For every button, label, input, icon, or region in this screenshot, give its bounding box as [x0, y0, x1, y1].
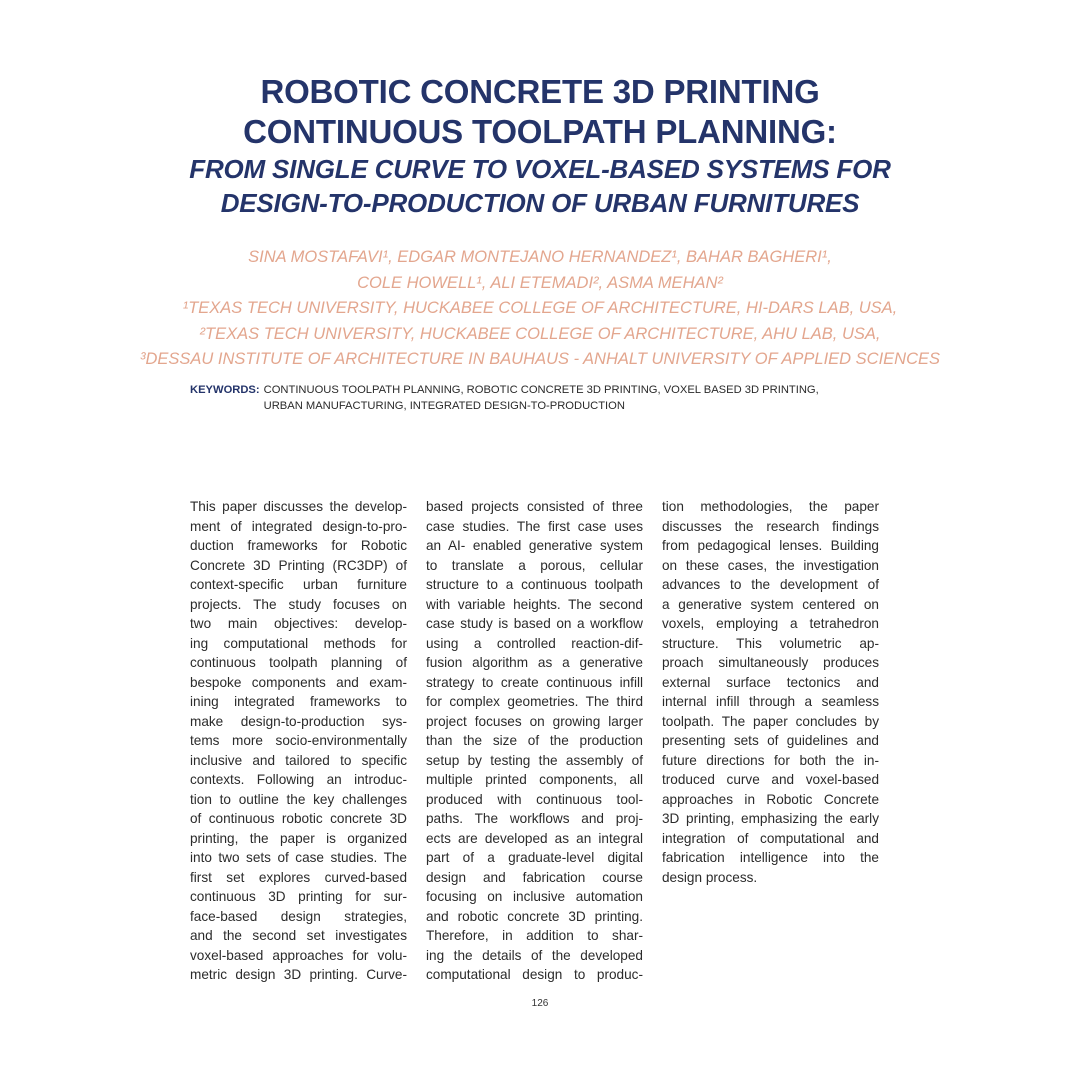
abstract-line: design process.	[662, 869, 758, 885]
keywords-block	[190, 383, 910, 414]
abstract-line: ects are developed as an integral	[426, 830, 643, 846]
paper-subtitle-line-2: DESIGN-TO-PRODUCTION OF URBAN FURNITURES	[220, 188, 860, 218]
keywords-line-2: URBAN MANUFACTURING, INTEGRATED DESIGN-TO-PRODUCTION	[263, 399, 625, 412]
abstract-line: and robotic concrete 3D printing.	[426, 908, 643, 924]
keywords-list	[264, 383, 819, 414]
abstract-line: part of a graduate-level digital	[426, 850, 643, 865]
abstract-line: voxel-based approaches for volu-	[190, 947, 407, 963]
abstract-line: design and fabrication course	[426, 869, 643, 885]
abstract-line: a generative system centered on	[662, 596, 879, 612]
abstract-column-3	[662, 497, 879, 887]
author-list-line-2: COLE HOWELL¹, ALI ETEMADI², ASMA MEHAN²	[357, 273, 723, 292]
abstract-line: from pedagogical lenses. Building	[662, 538, 879, 553]
abstract-line: printing, the paper is organized	[190, 830, 407, 846]
abstract-line: Concrete 3D Printing (RC3DP) of	[190, 557, 407, 573]
abstract-line: continuous 3D printing for sur-	[190, 889, 407, 904]
abstract-line: using a controlled reaction-dif-	[426, 635, 643, 651]
abstract-line: contexts. Following an introduc-	[190, 772, 407, 787]
abstract-line: external surface tectonics and	[662, 674, 879, 690]
abstract-line: computational design to produc-	[426, 967, 643, 982]
abstract-line: project focuses on growing larger	[426, 713, 643, 729]
page-number: 126	[531, 998, 549, 1009]
author-list-line-1: SINA MOSTAFAVI¹, EDGAR MONTEJANO HERNANDEZ¹, BAHAR BAGHERI¹,	[248, 248, 832, 266]
abstract-line: bespoke components and exam-	[190, 674, 407, 690]
abstract-line: based projects consisted of three	[426, 499, 643, 514]
abstract-line: than the size of the production	[426, 733, 643, 748]
abstract-line: of continuous robotic concrete 3D	[190, 811, 407, 826]
paper-title-line-2: CONTINUOUS TOOLPATH PLANNING:	[243, 113, 837, 150]
abstract-line: produced with continuous tool-	[426, 791, 643, 807]
abstract-line: focusing on inclusive automation	[426, 889, 643, 904]
abstract-line: on these cases, the investigation	[662, 557, 879, 573]
abstract-line: troduced curve and voxel-based	[662, 772, 879, 787]
affiliation-3: ³DESSAU INSTITUTE OF ARCHITECTURE IN BAUHAUS - ANHALT UNIVERSITY OF APPLIED SCIENCES	[139, 350, 941, 368]
abstract-line: for complex geometries. The third	[426, 694, 643, 709]
abstract-line: with variable heights. The second	[426, 596, 643, 612]
keywords-line-1: CONTINUOUS TOOLPATH PLANNING, ROBOTIC CONCRETE 3D PRINTING, VOXEL BASED 3D PRINTING,	[263, 384, 819, 396]
abstract-line: projects. The study focuses on	[190, 596, 407, 612]
abstract-line: context-specific urban furniture	[190, 577, 407, 592]
abstract-line: approaches in Robotic Concrete	[662, 791, 879, 807]
abstract-line: face-based design strategies,	[190, 908, 407, 924]
abstract-line: and the second set investigates	[190, 928, 407, 943]
affiliation-2: ²TEXAS TECH UNIVERSITY, HUCKABEE COLLEGE OF ARCHITECTURE, AHU LAB, USA,	[199, 324, 881, 343]
abstract-line: ing computational methods for	[190, 635, 407, 651]
abstract-line: structure. This volumetric ap-	[662, 635, 879, 651]
abstract-line: This paper discusses the develop-	[190, 499, 407, 514]
abstract-line: into two sets of case studies. The	[190, 850, 407, 865]
abstract-line: integration of computational and	[662, 830, 879, 846]
title-block	[0, 72, 1080, 220]
affiliation-1: ¹TEXAS TECH UNIVERSITY, HUCKABEE COLLEGE OF ARCHITECTURE, HI-DARS LAB, USA,	[182, 299, 898, 317]
abstract-line: two main objectives: develop-	[190, 616, 407, 631]
abstract-line: an AI- enabled generative system	[426, 538, 643, 553]
abstract-line: presenting sets of guidelines and	[662, 733, 879, 748]
authors-block	[0, 245, 1080, 373]
abstract-line: duction frameworks for Robotic	[190, 538, 407, 553]
keywords-label: KEYWORDS:	[190, 384, 260, 396]
abstract-line: internal infill through a seamless	[662, 694, 879, 709]
abstract-line: multiple printed components, all	[426, 772, 643, 787]
abstract-line: tems more socio-environmentally	[190, 733, 407, 748]
abstract-line: first set explores curved-based	[190, 869, 407, 885]
abstract-line: case studies. The first case uses	[426, 518, 643, 534]
abstract-line: fusion algorithm as a generative	[426, 655, 643, 670]
abstract-line: voxels, employing a tetrahedron	[662, 616, 879, 631]
paper-subtitle-line-1: FROM SINGLE CURVE TO VOXEL-BASED SYSTEMS FOR	[189, 154, 891, 184]
abstract-line: ing the details of the developed	[426, 947, 643, 963]
abstract-line: metric design 3D printing. Curve-	[190, 967, 407, 982]
abstract-line: case study is based on a workflow	[426, 616, 643, 631]
abstract-line: future directions for both the in-	[662, 752, 879, 768]
abstract-line: discusses the research findings	[662, 518, 879, 534]
abstract-line: tion methodologies, the paper	[662, 499, 879, 514]
abstract-line: 3D printing, emphasizing the early	[662, 811, 879, 826]
abstract-line: toolpath. The paper concludes by	[662, 713, 879, 729]
abstract-line: fabrication intelligence into the	[662, 850, 879, 865]
abstract-line: continuous toolpath planning of	[190, 655, 407, 670]
abstract-line: setup by testing the assembly of	[426, 752, 643, 768]
abstract-line: tion to outline the key challenges	[190, 791, 407, 807]
abstract-line: strategy to create continuous infill	[426, 674, 643, 690]
abstract-line: advances to the development of	[662, 577, 879, 592]
abstract-line: ment of integrated design-to-pro-	[190, 518, 407, 534]
abstract-line: Therefore, in addition to shar-	[426, 928, 643, 943]
abstract-line: ining integrated frameworks to	[190, 694, 407, 709]
abstract-column-2	[426, 497, 643, 985]
paper-title-line-1: ROBOTIC CONCRETE 3D PRINTING	[260, 73, 820, 110]
abstract-line: make design-to-production sys-	[190, 713, 407, 729]
abstract-line: to translate a porous, cellular	[426, 557, 643, 573]
abstract-line: inclusive and tailored to specific	[190, 752, 407, 768]
abstract-column-1	[190, 497, 407, 985]
abstract-line: structure to a continuous toolpath	[426, 577, 643, 592]
abstract-line: proach simultaneously produces	[662, 655, 879, 670]
abstract-line: paths. The workflows and proj-	[426, 811, 643, 826]
